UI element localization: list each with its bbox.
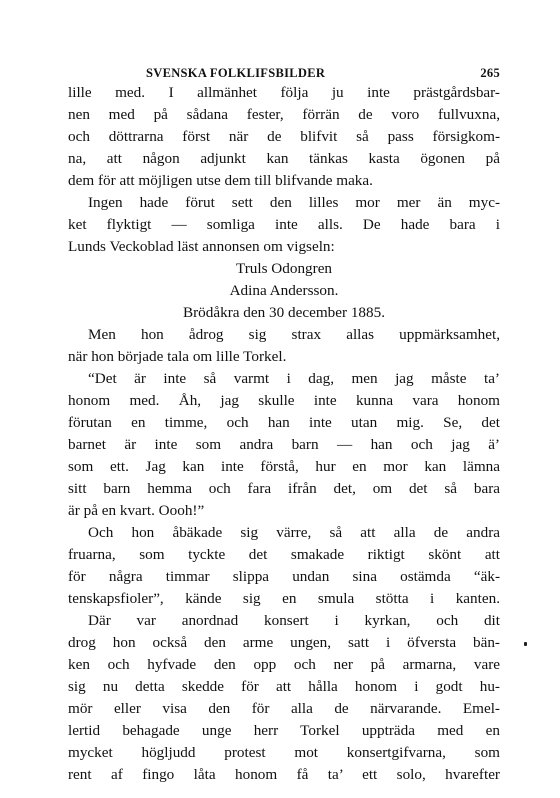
ink-speck bbox=[524, 642, 527, 646]
text-line: och döttrarna först när de blifvit så pass försigkom- bbox=[68, 128, 500, 145]
announcement-line: Brödåkra den 30 december 1885. bbox=[182, 304, 385, 321]
body-text bbox=[68, 82, 500, 786]
running-header bbox=[68, 62, 500, 82]
text-line: när hon började tala om lille Torkel. bbox=[68, 348, 287, 365]
text-line: som ett. Jag kan inte förstå, hur en mor kan lämna bbox=[68, 458, 500, 475]
text-line: Men hon ådrog sig strax allas uppmärksamhet, bbox=[88, 326, 500, 343]
page-number: 265 bbox=[480, 66, 500, 80]
text-line: lille med. I allmänhet följa ju inte prästgårdsbar- bbox=[68, 84, 500, 101]
text-line: “Det är inte så varmt i dag, men jag måste ta’ bbox=[88, 370, 500, 387]
text-line: nen med på sådana fester, förrän de voro fullvuxna, bbox=[68, 106, 500, 123]
text-line: dem för att möjligen utse dem till blifvande maka. bbox=[68, 172, 373, 189]
announcement-line: Truls Odongren bbox=[235, 260, 333, 277]
text-line: lertid behagade unge herr Torkel uppträda med en bbox=[68, 722, 500, 739]
text-line: förutan en timme, och han inte utan mig. Se, det bbox=[68, 414, 500, 431]
book-page bbox=[68, 62, 500, 786]
text-line: na, att någon adjunkt kan tänkas kasta ögonen på bbox=[68, 150, 500, 167]
text-line: Där var anordnad konsert i kyrkan, och dit bbox=[88, 612, 500, 629]
text-line: sig nu detta skedde för att hålla honom i godt hu- bbox=[68, 678, 500, 695]
text-line: ken och hyfvade den opp och ner på armarna, vare bbox=[68, 656, 500, 673]
text-line: barnet är inte som andra barn — han och jag ä’ bbox=[68, 436, 500, 453]
text-line: är på en kvart. Oooh!” bbox=[68, 502, 205, 519]
text-line: tenskapsfioler”, kände sig en smula stötta i kanten. bbox=[68, 590, 500, 607]
text-line: Lunds Veckoblad läst annonsen om vigseln: bbox=[68, 238, 335, 255]
text-line: fruarna, som tyckte det smakade riktigt skönt att bbox=[68, 546, 500, 563]
text-line: mycket högljudd protest mot konsertgifvarna, som bbox=[68, 744, 500, 761]
text-line: drog hon också den arme ungen, satt i öfversta bän- bbox=[68, 634, 500, 651]
announcement-line: Adina Andersson. bbox=[229, 282, 339, 299]
text-line: ket flyktigt — somliga inte alls. De hade bara i bbox=[68, 216, 500, 233]
text-line: rent af fingo låta honom få ta’ ett solo, hvarefter bbox=[68, 766, 500, 783]
running-title: SVENSKA FOLKLIFSBILDER bbox=[146, 66, 326, 80]
text-line: honom med. Åh, jag skulle inte kunna vara honom bbox=[68, 392, 500, 409]
text-line: Och hon åbäkade sig värre, så att alla de andra bbox=[88, 524, 500, 541]
text-line: för några timmar slippa undan sina ostämda “äk- bbox=[68, 568, 500, 585]
text-line: sitt barn hemma och fara ifrån det, om det så bara bbox=[68, 480, 500, 497]
text-line: Ingen hade förut sett den lilles mor mer än myc- bbox=[88, 194, 500, 211]
text-line: mör eller visa den för alla de närvarande. Emel- bbox=[68, 700, 500, 717]
